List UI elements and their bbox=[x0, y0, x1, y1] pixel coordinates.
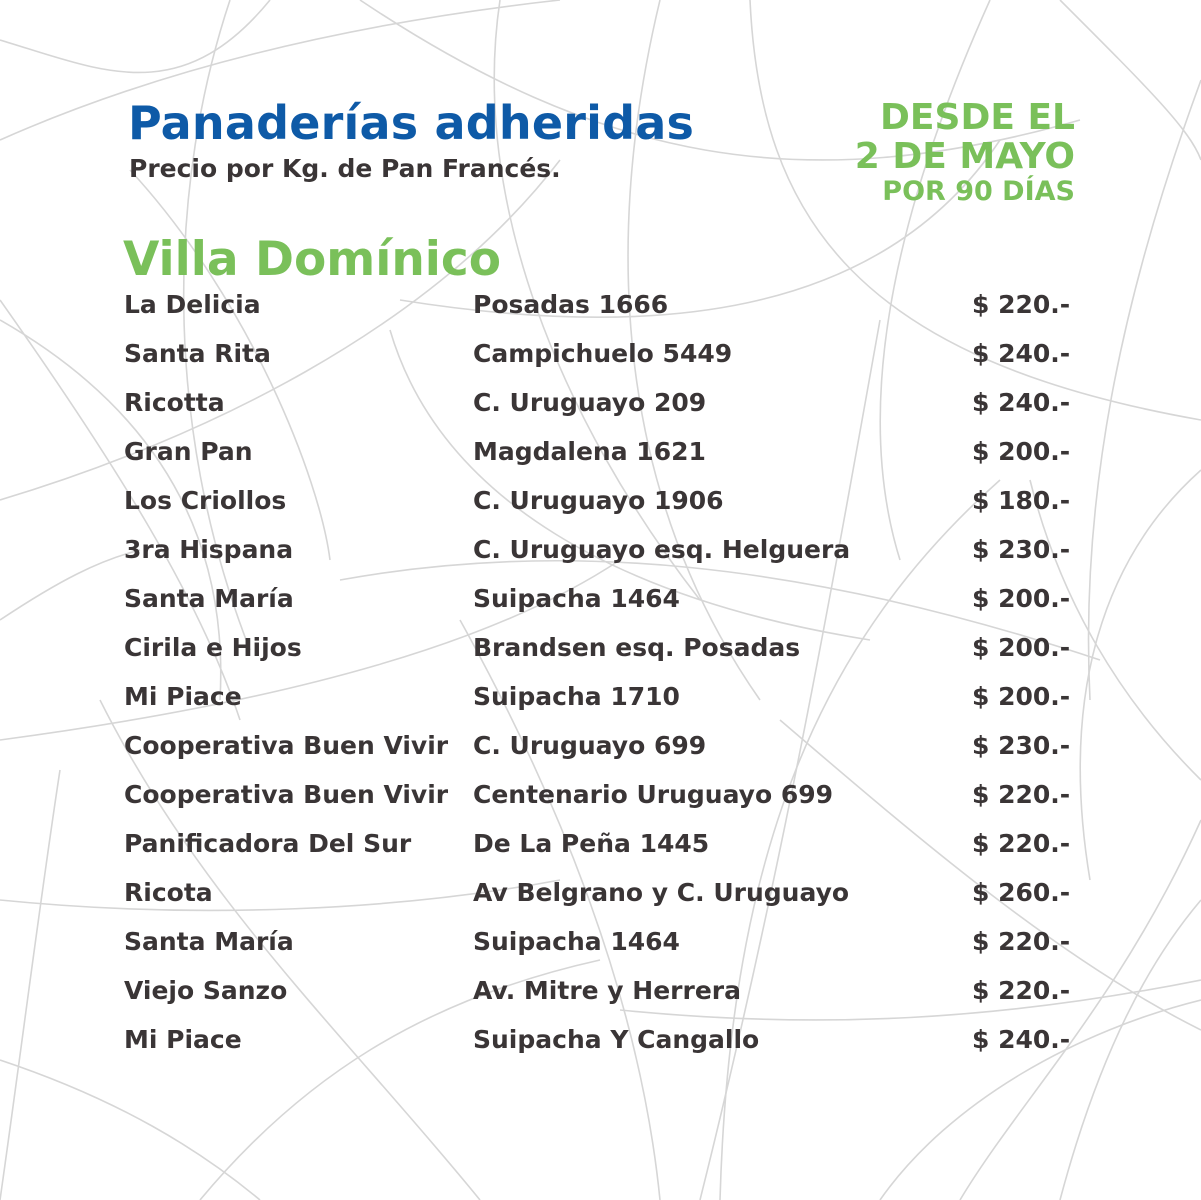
bakery-price: $ 230.- bbox=[972, 731, 1071, 760]
bakery-row bbox=[124, 481, 1084, 530]
bakery-price: $ 240.- bbox=[972, 339, 1071, 368]
bakery-name: Panificadora Del Sur bbox=[124, 829, 412, 858]
bakery-row bbox=[124, 824, 1084, 873]
bakery-row bbox=[124, 873, 1084, 922]
bakery-price: $ 200.- bbox=[972, 584, 1071, 613]
bakery-name: Mi Piace bbox=[124, 682, 242, 711]
bakery-address: Centenario Uruguayo 699 bbox=[473, 780, 834, 809]
bakery-row bbox=[124, 628, 1084, 677]
bakery-list bbox=[124, 285, 1084, 1069]
bakery-price: $ 220.- bbox=[972, 290, 1071, 319]
bakery-name: Los Criollos bbox=[124, 486, 287, 515]
bakery-row bbox=[124, 775, 1084, 824]
validity-badge bbox=[854, 97, 1075, 207]
bakery-address: Magdalena 1621 bbox=[473, 437, 706, 466]
bakery-address: C. Uruguayo 209 bbox=[473, 388, 707, 417]
page-subtitle: Precio por Kg. de Pan Francés. bbox=[129, 154, 561, 183]
bakery-name: Santa María bbox=[124, 584, 294, 613]
bakery-name: La Delicia bbox=[124, 290, 261, 319]
bakery-name: Ricota bbox=[124, 878, 213, 907]
bakery-name: Gran Pan bbox=[124, 437, 253, 466]
bakery-price: $ 200.- bbox=[972, 682, 1071, 711]
bakery-row bbox=[124, 383, 1084, 432]
bakery-address: De La Peña 1445 bbox=[473, 829, 710, 858]
bakery-address: C. Uruguayo 1906 bbox=[473, 486, 724, 515]
bakery-address: Campichuelo 5449 bbox=[473, 339, 733, 368]
bakery-address: Suipacha 1464 bbox=[473, 927, 680, 956]
bakery-address: Brandsen esq. Posadas bbox=[473, 633, 801, 662]
bakery-price: $ 220.- bbox=[972, 927, 1071, 956]
bakery-row bbox=[124, 1020, 1084, 1069]
bakery-address: Av Belgrano y C. Uruguayo bbox=[473, 878, 850, 907]
bakery-address: Suipacha 1710 bbox=[473, 682, 680, 711]
bakery-address: Av. Mitre y Herrera bbox=[473, 976, 741, 1005]
validity-line-1: DESDE EL bbox=[880, 97, 1075, 138]
bakery-price: $ 260.- bbox=[972, 878, 1071, 907]
bakery-row bbox=[124, 579, 1084, 628]
bakery-row bbox=[124, 334, 1084, 383]
bakery-price: $ 220.- bbox=[972, 780, 1071, 809]
bakery-name: Cooperativa Buen Vivir bbox=[124, 780, 449, 809]
bakery-name: 3ra Hispana bbox=[124, 535, 294, 564]
bakery-name: Viejo Sanzo bbox=[124, 976, 288, 1005]
bakery-address: C. Uruguayo esq. Helguera bbox=[473, 535, 851, 564]
bakery-address: C. Uruguayo 699 bbox=[473, 731, 707, 760]
bakery-name: Ricotta bbox=[124, 388, 225, 417]
bakery-row bbox=[124, 285, 1084, 334]
bakery-name: Cooperativa Buen Vivir bbox=[124, 731, 449, 760]
bakery-name: Cirila e Hijos bbox=[124, 633, 302, 662]
bakery-price: $ 230.- bbox=[972, 535, 1071, 564]
bakery-name: Mi Piace bbox=[124, 1025, 242, 1054]
bakery-address: Suipacha Y Cangallo bbox=[473, 1025, 760, 1054]
bakery-price: $ 220.- bbox=[972, 829, 1071, 858]
section-title: Villa Domínico bbox=[123, 232, 502, 287]
bakery-price: $ 200.- bbox=[972, 633, 1071, 662]
bakery-address: Posadas 1666 bbox=[473, 290, 669, 319]
bakery-row bbox=[124, 971, 1084, 1020]
bakery-row bbox=[124, 922, 1084, 971]
bakery-price: $ 180.- bbox=[972, 486, 1071, 515]
bakery-price: $ 240.- bbox=[972, 1025, 1071, 1054]
bakery-row bbox=[124, 726, 1084, 775]
validity-line-2: 2 DE MAYO bbox=[854, 136, 1075, 177]
validity-line-3: POR 90 DÍAS bbox=[882, 176, 1075, 207]
bakery-row bbox=[124, 530, 1084, 579]
bakery-name: Santa María bbox=[124, 927, 294, 956]
bakery-row bbox=[124, 677, 1084, 726]
bakery-price: $ 200.- bbox=[972, 437, 1071, 466]
page-title: Panaderías adheridas bbox=[128, 96, 695, 150]
bakery-address: Suipacha 1464 bbox=[473, 584, 680, 613]
bakery-name: Santa Rita bbox=[124, 339, 271, 368]
bakery-row bbox=[124, 432, 1084, 481]
bakery-price: $ 240.- bbox=[972, 388, 1071, 417]
bakery-price: $ 220.- bbox=[972, 976, 1071, 1005]
